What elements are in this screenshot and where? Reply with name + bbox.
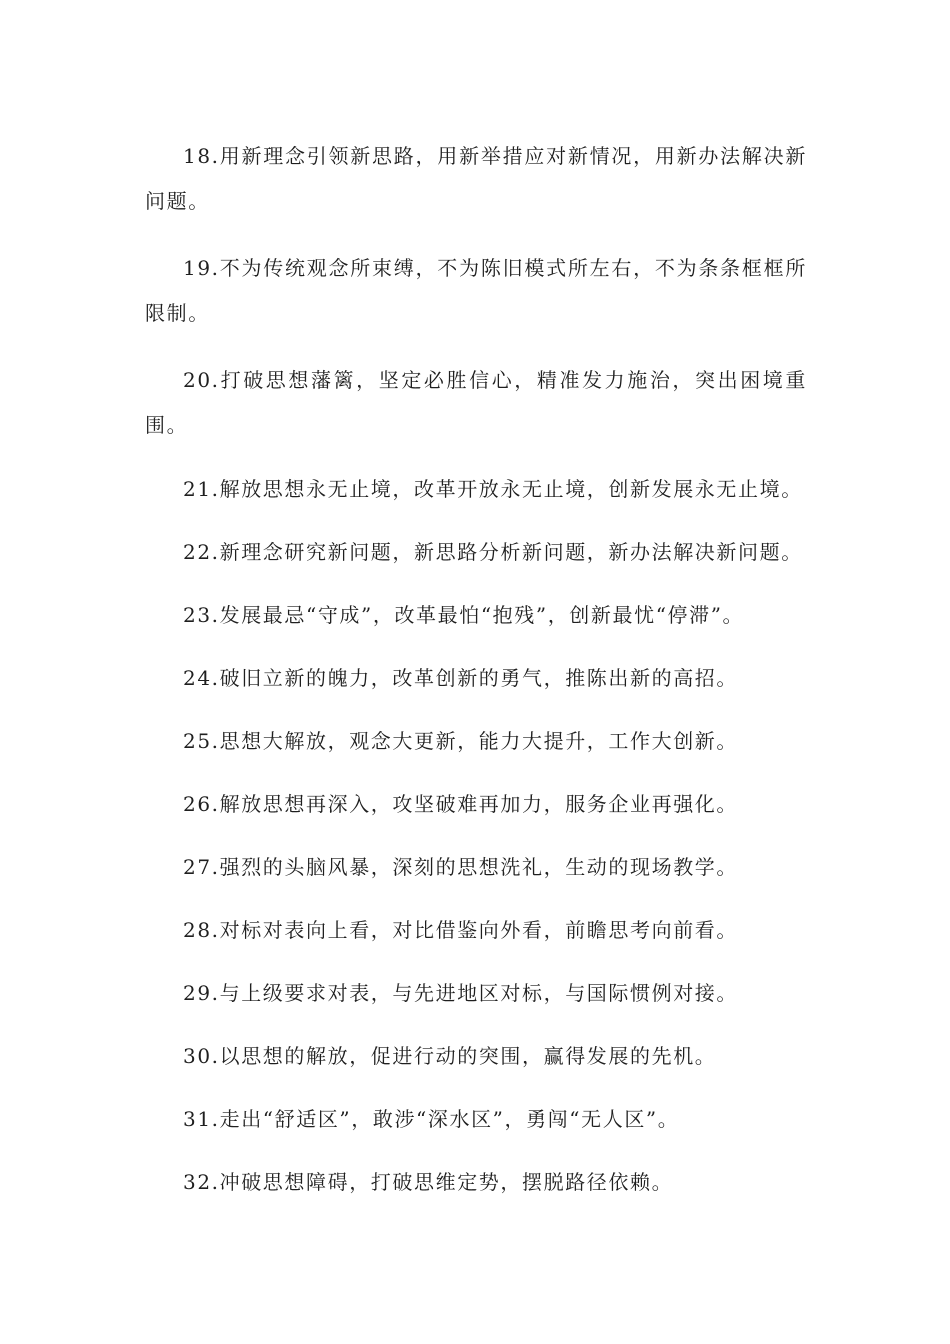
document-body [145,134,807,1226]
paragraph-22: 22.新理念研究新问题，新思路分析新问题，新办法解决新问题。 [183,540,803,564]
paragraph-29: 29.与上级要求对表，与先进地区对标，与国际惯例对接。 [183,981,739,1005]
paragraph-19: 19.不为传统观念所束缚，不为陈旧模式所左右，不为条条框框所限制。 [145,256,807,325]
paragraph-21: 21.解放思想永无止境，改革开放永无止境，创新发展永无止境。 [183,477,803,501]
paragraph-26: 26.解放思想再深入，攻坚破难再加力，服务企业再强化。 [183,792,739,816]
paragraph-23: 23.发展最忌“守成”，改革最怕“抱残”，创新最忧“停滞”。 [183,603,745,627]
paragraph-31: 31.走出“舒适区”，敢涉“深水区”，勇闯“无人区”。 [183,1107,680,1131]
paragraph-25: 25.思想大解放，观念大更新，能力大提升，工作大创新。 [183,729,739,753]
paragraph-18: 18.用新理念引领新思路，用新举措应对新情况，用新办法解决新问题。 [145,144,807,213]
paragraph-28: 28.对标对表向上看，对比借鉴向外看，前瞻思考向前看。 [183,918,739,942]
paragraph-24: 24.破旧立新的魄力，改革创新的勇气，推陈出新的高招。 [183,666,739,690]
paragraph-27: 27.强烈的头脑风暴，深刻的思想洗礼，生动的现场教学。 [183,855,739,879]
paragraph-20: 20.打破思想藩篱，坚定必胜信心，精准发力施治，突出困境重围。 [145,368,807,437]
paragraph-30: 30.以思想的解放，促进行动的突围，赢得发展的先机。 [183,1044,717,1068]
paragraph-32: 32.冲破思想障碍，打破思维定势，摆脱路径依赖。 [183,1170,674,1194]
